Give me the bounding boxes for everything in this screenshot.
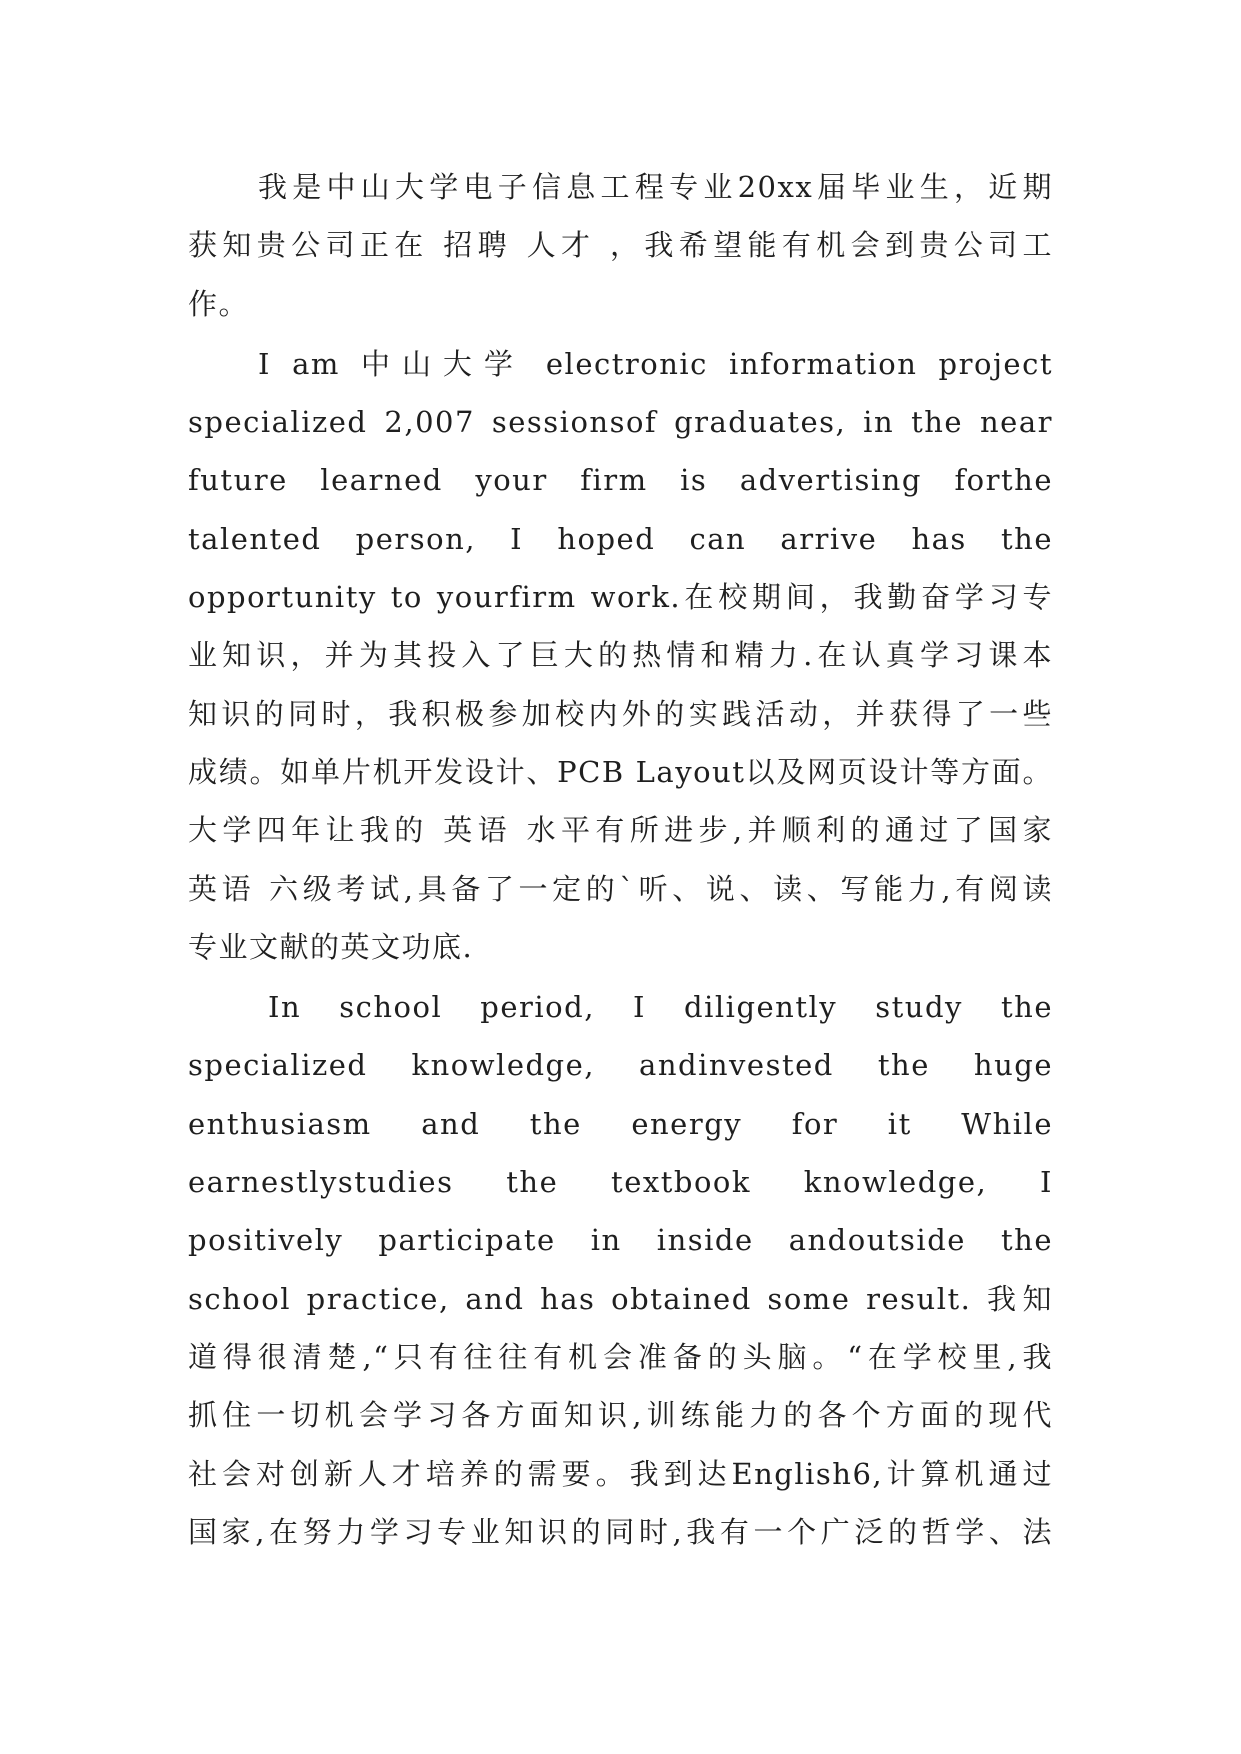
text-line: 英语 六级考试,具备了一定的`听、说、读、写能力,有阅读 <box>188 871 1053 906</box>
paragraph-1 <box>188 158 1053 333</box>
paragraph-3 <box>188 978 1053 1561</box>
text-line: 国家,在努力学习专业知识的同时,我有一个广泛的哲学、法 <box>188 1514 1053 1549</box>
text-line: I am 中山大学 electronic information project <box>258 346 1053 381</box>
text-line: 大学四年让我的 英语 水平有所进步,并顺利的通过了国家 <box>188 813 1053 848</box>
text-line: 我是中山大学电子信息工程专业20xx届毕业生，近期 <box>258 170 1053 204</box>
text-line: 作。 <box>188 286 250 321</box>
text-line: 业知识，并为其投入了巨大的热情和精力.在认真学习课本 <box>188 638 1053 673</box>
text-line: 社会对创新人才培养的需要。我到达English6,计算机通过 <box>188 1456 1053 1491</box>
text-line: talented person, I hoped can arrive has the <box>188 521 1053 556</box>
text-line: 获知贵公司正在 招聘 人才 ，我希望能有机会到贵公司工 <box>188 228 1053 263</box>
text-line: specialized knowledge, andinvested the huge <box>188 1048 1053 1083</box>
text-line: specialized 2,007 sessionsof graduates, in the near <box>188 405 1053 440</box>
text-line: future learned your firm is advertising forthe <box>188 463 1053 498</box>
text-line: 专业文献的英文功底. <box>188 929 474 964</box>
text-line: 道得很清楚,“只有往往有机会准备的头脑。“在学校里,我 <box>188 1339 1053 1374</box>
document-body <box>188 158 1053 1563</box>
text-line: 知识的同时，我积极参加校内外的实践活动，并获得了一些 <box>188 696 1053 731</box>
text-line: school practice, and has obtained some result. 我知 <box>188 1281 1053 1316</box>
text-line: enthusiasm and the energy for it While <box>188 1106 1053 1141</box>
text-line: earnestlystudies the textbook knowledge, I <box>188 1165 1053 1200</box>
text-line: 成绩。如单片机开发设计、PCB Layout以及网页设计等方面。 <box>188 754 1053 789</box>
text-line: opportunity to yourfirm work.在校期间，我勤奋学习专 <box>188 580 1053 615</box>
paragraph-2 <box>188 335 1053 976</box>
text-line: In school period, I diligently study the <box>268 990 1053 1025</box>
text-line: positively participate in inside andoutside the <box>188 1223 1053 1258</box>
text-line: 抓住一切机会学习各方面知识,训练能力的各个方面的现代 <box>188 1398 1053 1433</box>
